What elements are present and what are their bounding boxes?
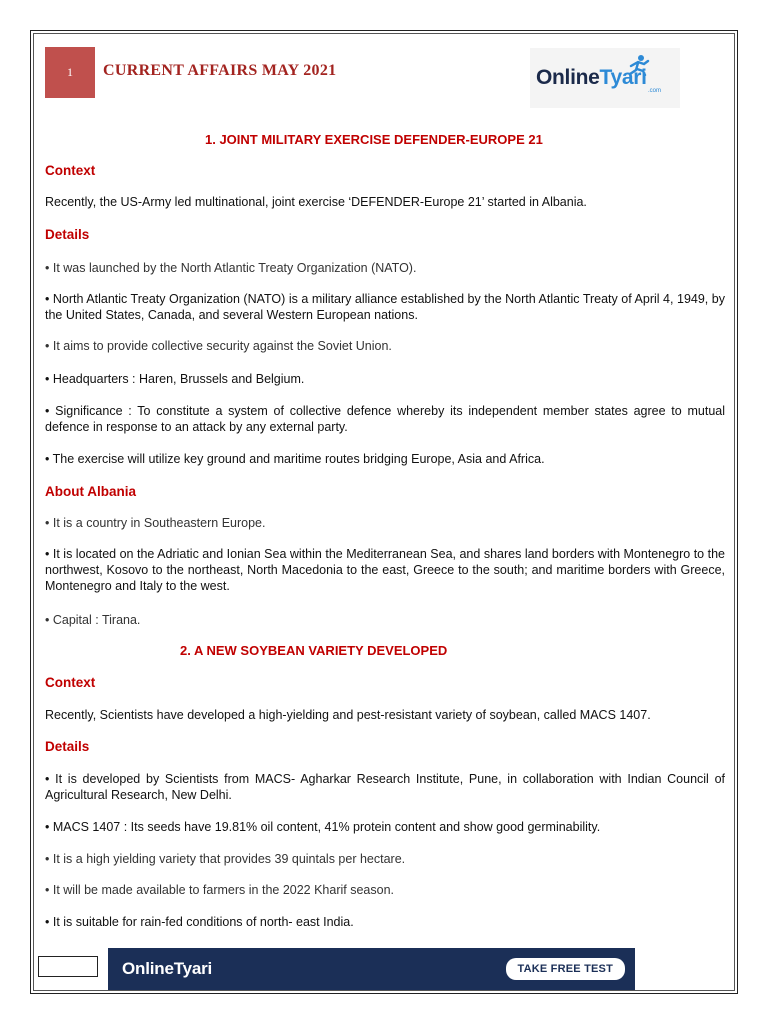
onlinetyari-logo[interactable] bbox=[530, 48, 680, 108]
about-albania-heading: About Albania bbox=[45, 484, 136, 499]
list-item: • It aims to provide collective security against the Soviet Union. bbox=[45, 339, 392, 353]
section-2-context-text: Recently, Scientists have developed a high-yielding and pest-resistant variety of soybean, called MACS 1407. bbox=[45, 708, 651, 722]
section-2-context-heading: Context bbox=[45, 675, 96, 690]
list-item: • It is located on the Adriatic and Ionian Sea within the Mediterranean Sea, and shares land borders with Montenegro to the northwest, Kosovo to the northeast, North Macedonia to the east, Greece to the south; and maritime borders with Greece, Montenegro and Italy to the west. bbox=[45, 547, 725, 593]
list-item: • It is developed by Scientists from MACS- Agharkar Research Institute, Pune, in collaboration with Indian Council of Agricultural Research, New Delhi. bbox=[45, 772, 725, 802]
take-free-test-button[interactable]: TAKE FREE TEST bbox=[506, 958, 626, 980]
list-item: • MACS 1407 : Its seeds have 19.81% oil content, 41% protein content and show good germinability. bbox=[45, 820, 601, 834]
list-item: • The exercise will utilize key ground and maritime routes bridging Europe, Asia and Africa. bbox=[45, 452, 545, 466]
section-1-details-heading: Details bbox=[45, 227, 90, 242]
list-item: • Significance : To constitute a system of collective defence whereby its independent member states agree to mutual defence in response to an attack by any external party. bbox=[45, 404, 725, 434]
footer-banner[interactable] bbox=[108, 948, 635, 990]
list-item: • North Atlantic Treaty Organization (NATO) is a military alliance established by the North Atlantic Treaty of April 4, 1949, by the United States, Canada, and several Western European nations. bbox=[45, 292, 725, 322]
list-item: • It will be made available to farmers in the 2022 Kharif season. bbox=[45, 883, 395, 897]
section-1-context-text: Recently, the US-Army led multinational, joint exercise ‘DEFENDER-Europe 21’ started in Albania. bbox=[45, 195, 587, 209]
list-item: • It is a country in Southeastern Europe. bbox=[45, 516, 266, 530]
list-item: • Capital : Tirana. bbox=[45, 613, 141, 627]
section-1-title: 1. JOINT MILITARY EXERCISE DEFENDER-EUROPE 21 bbox=[205, 132, 543, 147]
list-item: • It is suitable for rain-fed conditions of north- east India. bbox=[45, 915, 354, 929]
page-number: 1 bbox=[45, 47, 95, 98]
running-person-icon bbox=[626, 54, 650, 76]
footer-box bbox=[38, 956, 98, 977]
section-1-context-heading: Context bbox=[45, 163, 96, 178]
logo-text: OnlineTyari bbox=[536, 66, 647, 89]
page-border-inner bbox=[33, 33, 735, 991]
section-2-details-heading: Details bbox=[45, 739, 90, 754]
section-2-title: 2. A NEW SOYBEAN VARIETY DEVELOPED bbox=[180, 643, 448, 658]
list-item: • Headquarters : Haren, Brussels and Belgium. bbox=[45, 372, 305, 386]
footer-logo: OnlineTyari bbox=[122, 959, 213, 978]
list-item: • It is a high yielding variety that provides 39 quintals per hectare. bbox=[45, 852, 406, 866]
logo-suffix: .com bbox=[648, 88, 662, 94]
list-item: • It was launched by the North Atlantic Treaty Organization (NATO). bbox=[45, 261, 417, 275]
page-title: CURRENT AFFAIRS MAY 2021 bbox=[103, 62, 337, 79]
